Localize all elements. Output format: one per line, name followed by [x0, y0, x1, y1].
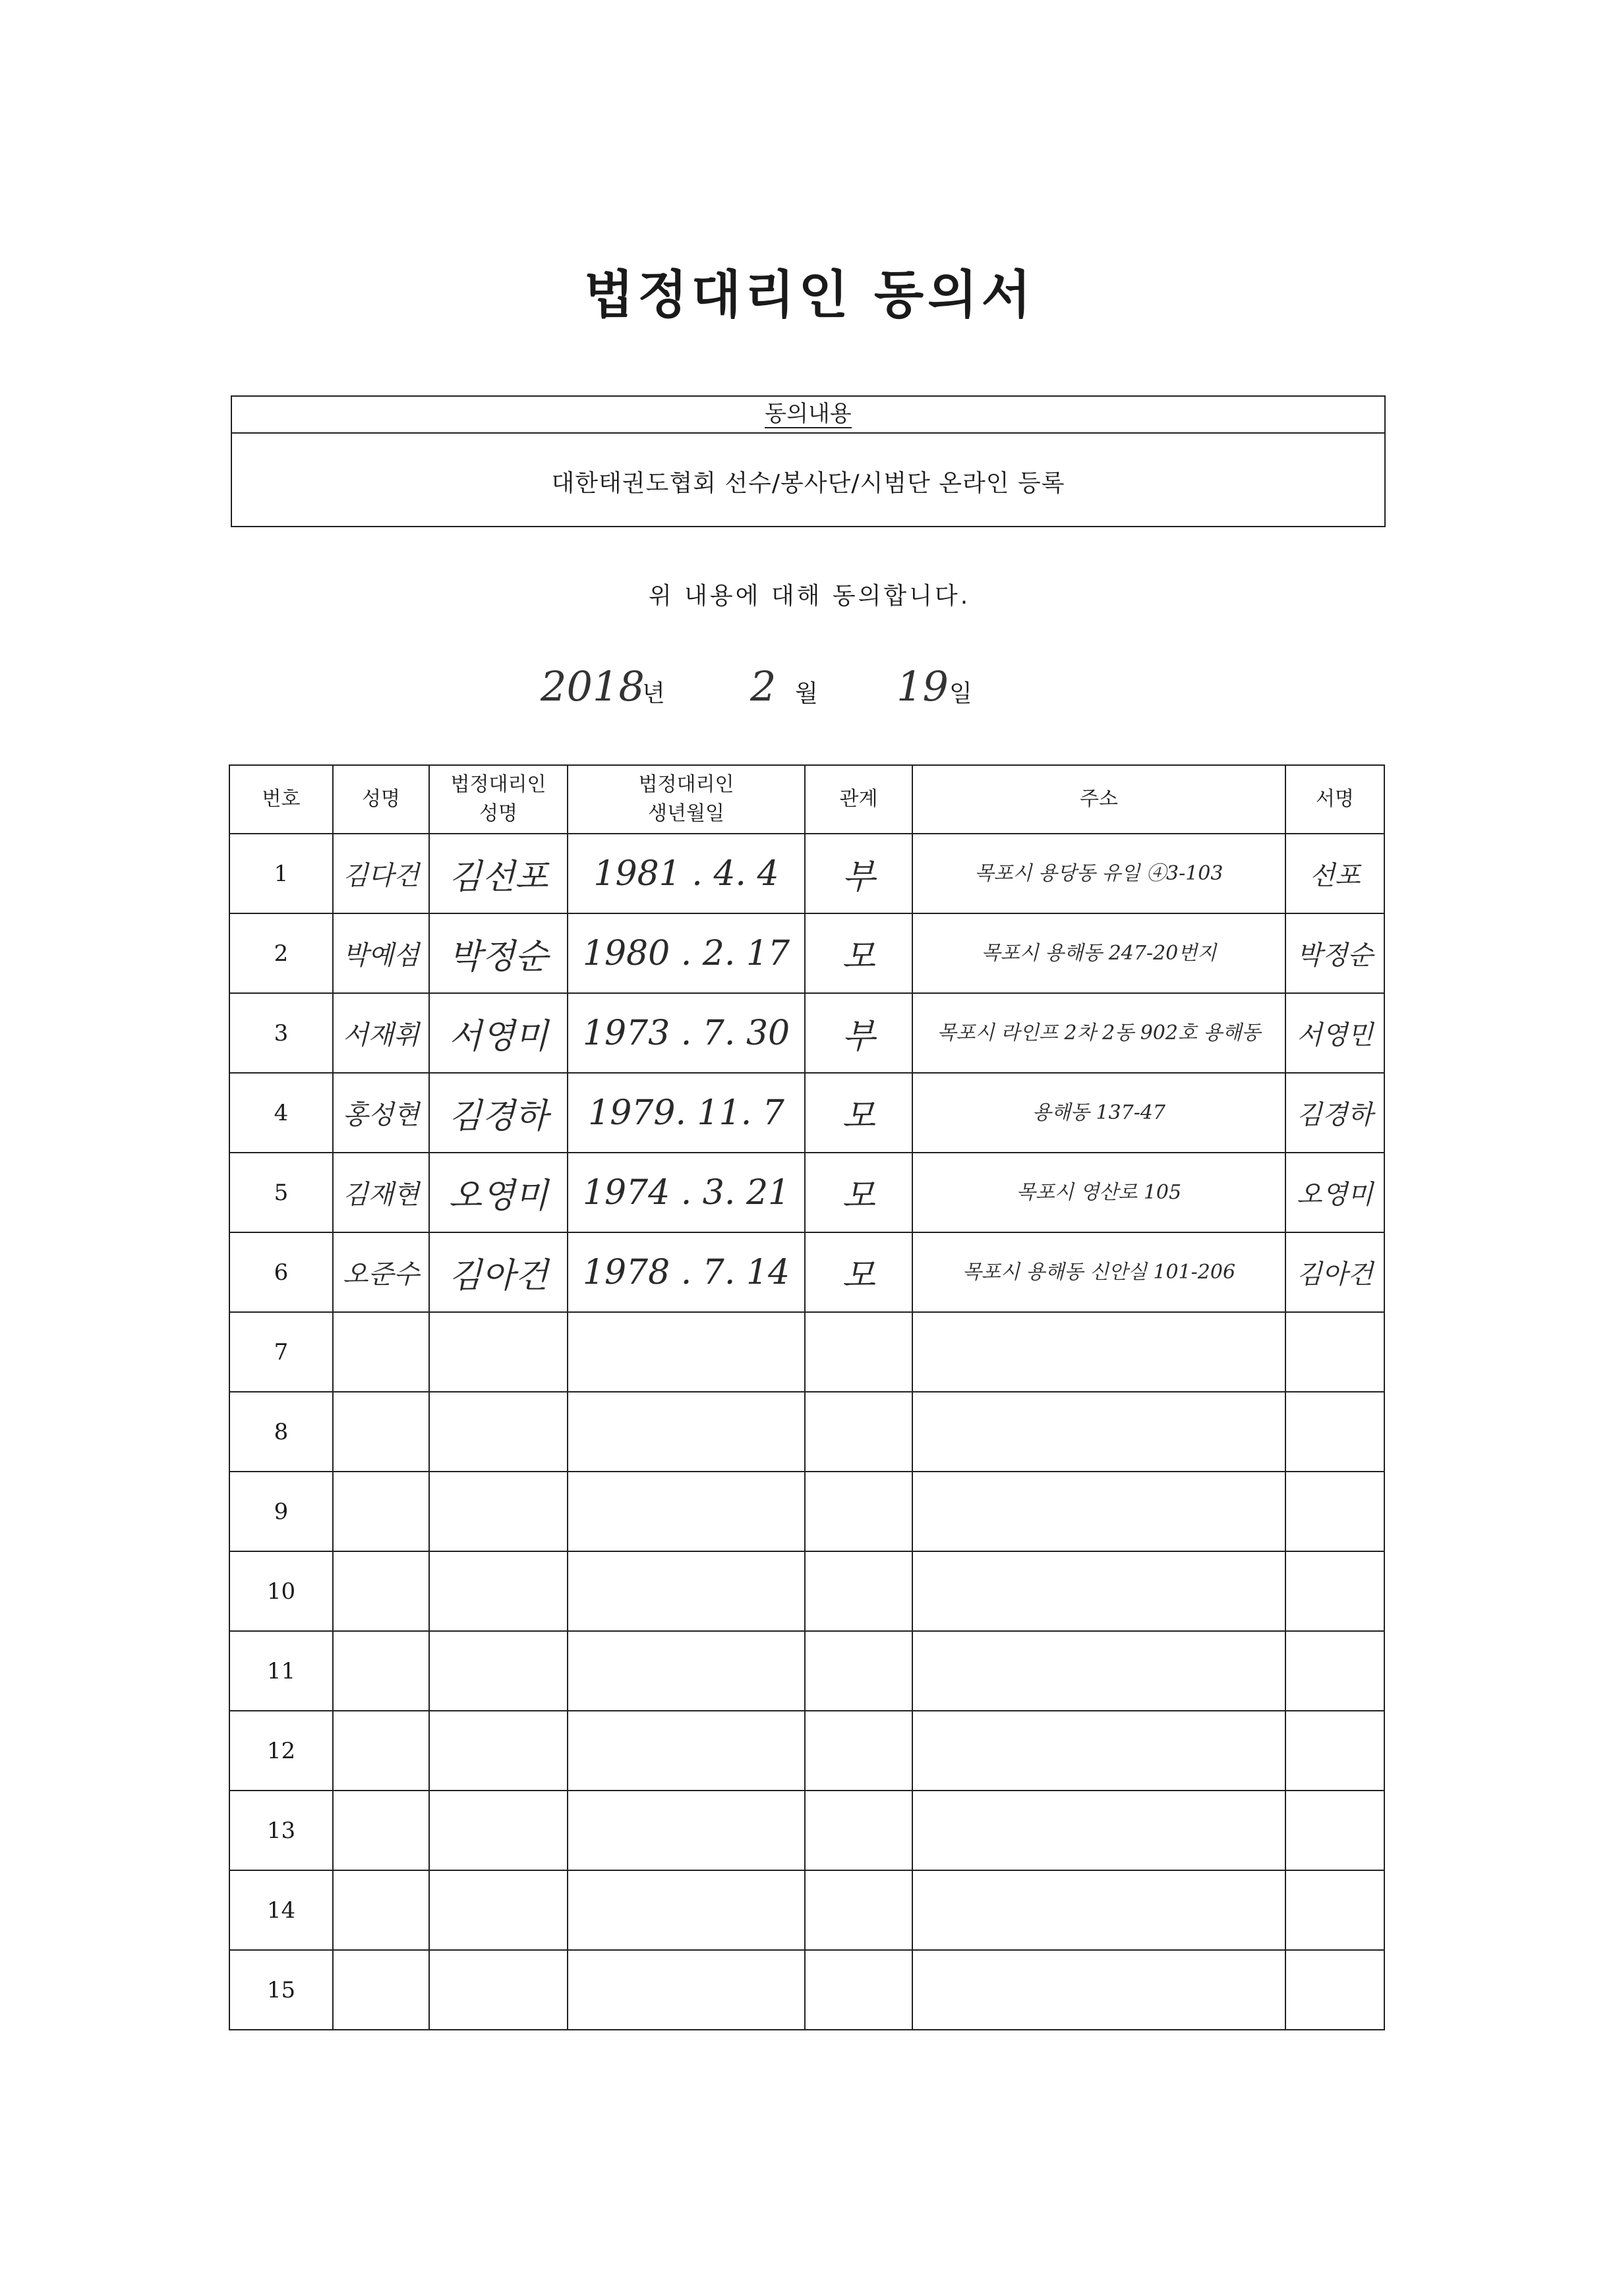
row-guardian: 서영미 — [429, 993, 568, 1073]
row-signature: 선포 — [1285, 834, 1384, 913]
row-no: 13 — [229, 1791, 333, 1870]
row-signature: 오영미 — [1285, 1153, 1384, 1232]
row-signature — [1285, 1551, 1384, 1631]
row-signature — [1285, 1870, 1384, 1950]
table-row — [229, 1392, 1384, 1472]
row-address — [912, 1950, 1285, 2030]
row-no: 2 — [229, 913, 333, 993]
row-name: 김재현 — [333, 1153, 429, 1232]
row-relation — [805, 1870, 912, 1950]
row-name: 홍성현 — [333, 1073, 429, 1153]
row-birth — [568, 1950, 805, 2030]
row-relation: 모 — [805, 913, 912, 993]
table-row — [229, 1791, 1384, 1870]
row-relation: 부 — [805, 834, 912, 913]
row-no: 14 — [229, 1870, 333, 1950]
row-name — [333, 1791, 429, 1870]
header-no: 번호 — [229, 765, 333, 834]
row-address: 목포시 용해동 신안실 101-206 — [912, 1232, 1285, 1312]
row-address: 목포시 용당동 유일 ④3-103 — [912, 834, 1285, 913]
row-guardian — [429, 1870, 568, 1950]
row-address: 목포시 용해동 247-20번지 — [912, 913, 1285, 993]
row-relation — [805, 1472, 912, 1551]
header-guardian-name: 법정대리인 성명 — [429, 765, 568, 834]
table-row — [229, 1870, 1384, 1950]
row-name — [333, 1950, 429, 2030]
row-address — [912, 1711, 1285, 1791]
row-guardian: 박정순 — [429, 913, 568, 993]
row-name: 오준수 — [333, 1232, 429, 1312]
header-name: 성명 — [333, 765, 429, 834]
row-no: 11 — [229, 1631, 333, 1711]
row-guardian — [429, 1392, 568, 1472]
table-row — [229, 1073, 1384, 1153]
row-birth — [568, 1551, 805, 1631]
row-name — [333, 1312, 429, 1392]
row-guardian — [429, 1312, 568, 1392]
date-month-unit: 월 — [795, 680, 818, 707]
header-relation: 관계 — [805, 765, 912, 834]
row-guardian: 김아건 — [429, 1232, 568, 1312]
table-row — [229, 1711, 1384, 1791]
table-row — [229, 1153, 1384, 1232]
row-no: 12 — [229, 1711, 333, 1791]
row-name — [333, 1711, 429, 1791]
row-no: 6 — [229, 1232, 333, 1312]
row-guardian — [429, 1472, 568, 1551]
row-guardian — [429, 1631, 568, 1711]
date-year-unit: 년 — [642, 680, 665, 707]
row-guardian: 김선포 — [429, 834, 568, 913]
row-birth: 1979. 11. 7 — [568, 1073, 805, 1153]
table-row — [229, 913, 1384, 993]
row-birth: 1978 . 7. 14 — [568, 1232, 805, 1312]
table-header-row — [229, 765, 1384, 834]
row-guardian: 김경하 — [429, 1073, 568, 1153]
row-guardian — [429, 1711, 568, 1791]
header-address: 주소 — [912, 765, 1285, 834]
row-relation — [805, 1312, 912, 1392]
row-address — [912, 1631, 1285, 1711]
guardian-table — [229, 764, 1385, 2030]
header-guardian-birth: 법정대리인 생년월일 — [568, 765, 805, 834]
row-relation — [805, 1791, 912, 1870]
row-relation: 모 — [805, 1153, 912, 1232]
row-no: 10 — [229, 1551, 333, 1631]
row-birth — [568, 1711, 805, 1791]
date-line — [0, 659, 1619, 718]
row-signature — [1285, 1312, 1384, 1392]
row-birth — [568, 1312, 805, 1392]
row-relation — [805, 1950, 912, 2030]
consent-content: 대한태권도협회 선수/봉사단/시범단 온라인 등록 — [551, 469, 1065, 497]
row-no: 1 — [229, 834, 333, 913]
consent-header — [232, 397, 1384, 434]
row-relation — [805, 1551, 912, 1631]
row-name: 김다건 — [333, 834, 429, 913]
row-signature — [1285, 1791, 1384, 1870]
row-birth: 1974 . 3. 21 — [568, 1153, 805, 1232]
row-address — [912, 1551, 1285, 1631]
row-birth — [568, 1791, 805, 1870]
agreement-statement: 위 내용에 대해 동의합니다. — [648, 583, 971, 610]
row-name — [333, 1631, 429, 1711]
row-name: 서재휘 — [333, 993, 429, 1073]
row-address — [912, 1791, 1285, 1870]
table-row — [229, 1950, 1384, 2030]
table-row — [229, 834, 1384, 913]
table-row — [229, 1232, 1384, 1312]
row-relation: 모 — [805, 1232, 912, 1312]
row-birth — [568, 1631, 805, 1711]
row-address — [912, 1312, 1285, 1392]
row-name — [333, 1472, 429, 1551]
row-signature — [1285, 1711, 1384, 1791]
table-row — [229, 1631, 1384, 1711]
header-signature: 서명 — [1285, 765, 1384, 834]
row-no: 7 — [229, 1312, 333, 1392]
row-no: 8 — [229, 1392, 333, 1472]
row-address — [912, 1392, 1285, 1472]
row-guardian: 오영미 — [429, 1153, 568, 1232]
row-relation — [805, 1711, 912, 1791]
row-birth — [568, 1870, 805, 1950]
row-no: 3 — [229, 993, 333, 1073]
row-birth — [568, 1472, 805, 1551]
date-year: 2018 — [541, 662, 645, 710]
consent-box — [231, 395, 1386, 527]
date-day-unit: 일 — [949, 680, 972, 707]
row-guardian — [429, 1551, 568, 1631]
row-no: 9 — [229, 1472, 333, 1551]
row-birth: 1973 . 7. 30 — [568, 993, 805, 1073]
row-relation — [805, 1392, 912, 1472]
row-address — [912, 1870, 1285, 1950]
table-row — [229, 1312, 1384, 1392]
date-month: 2 — [750, 662, 777, 710]
table-row — [229, 993, 1384, 1073]
row-name — [333, 1551, 429, 1631]
row-name: 박예섬 — [333, 913, 429, 993]
row-address: 목포시 영산로 105 — [912, 1153, 1285, 1232]
row-birth: 1981 . 4. 4 — [568, 834, 805, 913]
row-address: 목포시 라인프 2차 2동 902호 용해동 — [912, 993, 1285, 1073]
row-address — [912, 1472, 1285, 1551]
row-signature: 김아건 — [1285, 1232, 1384, 1312]
row-birth — [568, 1392, 805, 1472]
row-no: 15 — [229, 1950, 333, 2030]
row-relation — [805, 1631, 912, 1711]
row-guardian — [429, 1950, 568, 2030]
row-relation: 부 — [805, 993, 912, 1073]
row-name — [333, 1392, 429, 1472]
table-row — [229, 1551, 1384, 1631]
row-signature — [1285, 1631, 1384, 1711]
row-signature: 서영민 — [1285, 993, 1384, 1073]
consent-header-label: 동의내용 — [765, 401, 852, 427]
row-signature: 박정순 — [1285, 913, 1384, 993]
row-address: 용해동 137-47 — [912, 1073, 1285, 1153]
document-title: 법정대리인 동의서 — [584, 266, 1035, 325]
row-name — [333, 1870, 429, 1950]
table-row — [229, 1472, 1384, 1551]
row-signature — [1285, 1950, 1384, 2030]
date-day: 19 — [897, 662, 949, 710]
row-signature — [1285, 1392, 1384, 1472]
row-relation: 모 — [805, 1073, 912, 1153]
row-birth: 1980 . 2. 17 — [568, 913, 805, 993]
row-signature: 김경하 — [1285, 1073, 1384, 1153]
row-guardian — [429, 1791, 568, 1870]
row-signature — [1285, 1472, 1384, 1551]
row-no: 4 — [229, 1073, 333, 1153]
row-no: 5 — [229, 1153, 333, 1232]
